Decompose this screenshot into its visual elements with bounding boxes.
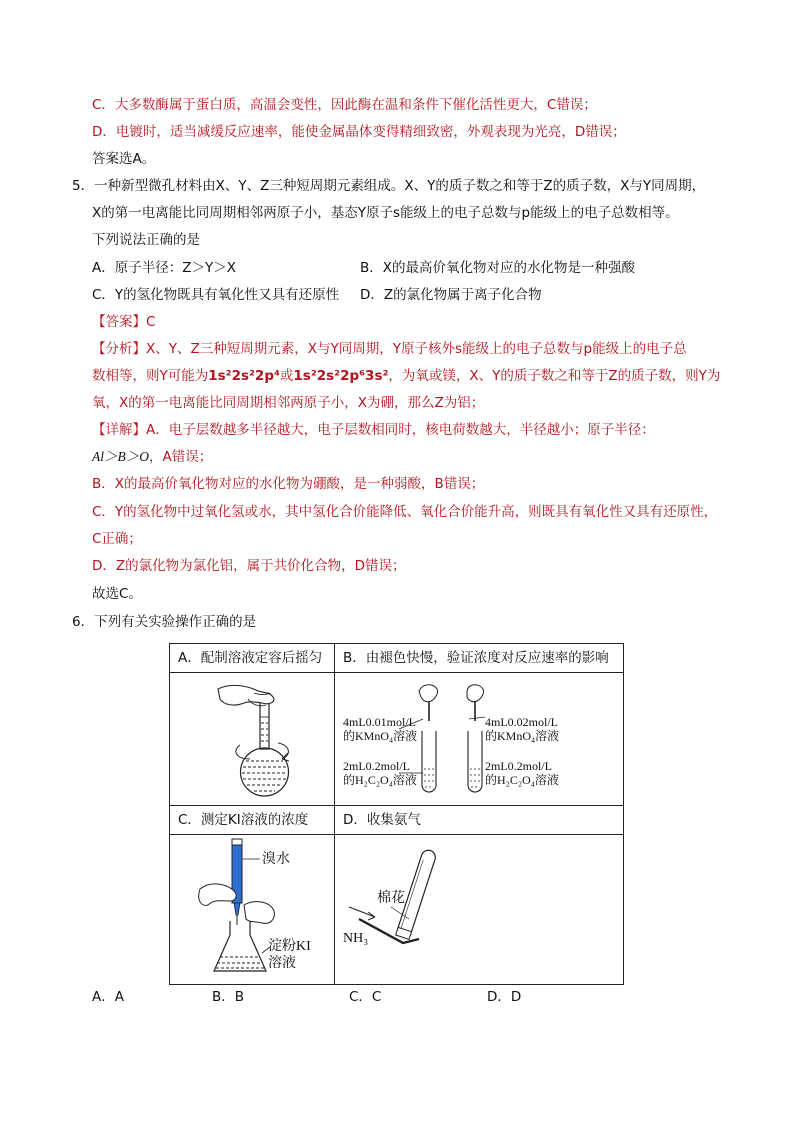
analysis-text-a: 数相等，则Y可能为 bbox=[92, 368, 209, 384]
analysis-text-b: 或 bbox=[279, 368, 294, 384]
electron-config-oxygen: 1s²2s²2p⁴ bbox=[208, 368, 280, 384]
q5-analysis-line-3: 氧，X的第一电离能比同周期相邻两原子小，X为硼，那么Z为铝； bbox=[92, 395, 485, 411]
q5-analysis-line-1: 【分析】X、Y、Z三种短周期元素，X与Y同周期，Y原子核外s能级上的电子总数与p能级上的电子总 bbox=[92, 341, 687, 357]
prev-answer: 答案选A。 bbox=[92, 151, 156, 167]
cotton-label: 棉花 bbox=[377, 891, 405, 906]
figure-c bbox=[170, 835, 335, 985]
volumetric-flask-illustration bbox=[170, 673, 334, 805]
right-kmno4-amount: 4mL0.02mol/L bbox=[485, 715, 558, 729]
figure-b bbox=[335, 673, 624, 806]
right-kmno4-label: 的KMnO₄溶液 bbox=[485, 729, 560, 743]
q5-stem-line-3: 下列说法正确的是 bbox=[92, 232, 200, 248]
left-oxalic-amount: 2mL0.2mol/L bbox=[343, 759, 410, 773]
left-kmno4-amount: 4mL0.01mol/L bbox=[343, 715, 416, 729]
q5-detail-b: B．X的最高价氧化物对应的水化物为硼酸，是一种弱酸，B错误； bbox=[92, 476, 485, 492]
q5-stem-line-2: X的第一电离能比同周期相邻两原子小，基态Y原子s能级上的电子总数与p能级上的电子总数相等。 bbox=[92, 205, 679, 221]
detail-a-result: ，A错误； bbox=[149, 449, 213, 465]
q6-stem: 6．下列有关实验操作正确的是 bbox=[72, 614, 257, 630]
q5-option-d: D．Z的氯化物属于离子化合物 bbox=[360, 287, 542, 303]
cell-d-caption: D．收集氨气 bbox=[335, 806, 624, 835]
experiment-table bbox=[169, 643, 624, 985]
q5-final: 故选C。 bbox=[92, 586, 142, 602]
q5-analysis-line-2 bbox=[92, 367, 720, 385]
q5-stem-line-1: 5．一种新型微孔材料由X、Y、Z三种短周期元素组成。X、Y的质子数之和等于Z的质子数，X与Y同周期， bbox=[72, 178, 706, 194]
q5-option-c: C．Y的氢化物既具有氧化性又具有还原性 bbox=[92, 287, 340, 303]
prev-option-c: C．大多数酶属于蛋白质，高温会变性，因此酶在温和条件下催化活性更大，C错误； bbox=[92, 97, 597, 113]
radius-formula: Al＞B＞O bbox=[92, 449, 149, 464]
ammonia-collection-illustration bbox=[335, 835, 623, 984]
starch-ki-solution-label: 溶液 bbox=[268, 956, 296, 971]
q5-option-b: B．X的最高价氧化物对应的水化物是一种强酸 bbox=[360, 260, 636, 276]
q5-detail-c-line-2: C正确； bbox=[92, 531, 142, 547]
q5-detail-line-2 bbox=[92, 448, 212, 466]
q6-choice-a: A．A bbox=[92, 989, 124, 1005]
left-kmno4-label: 的KMnO₄溶液 bbox=[343, 729, 418, 743]
q5-detail-c-line-1: C．Y的氢化物中过氧化氢或水，其中氢化合价能降低、氧化合价能升高，则既具有氧化性又具有还原性， bbox=[92, 504, 718, 520]
left-oxalic-label: 的H₂C₂O₄溶液 bbox=[343, 773, 417, 787]
bromine-water-label: 溴水 bbox=[262, 852, 290, 867]
q5-option-a: A．原子半径：Z＞Y＞X bbox=[92, 260, 236, 276]
q5-detail-line-1: 【详解】A．电子层数越多半径越大，电子层数相同时，核电荷数越大，半径越小；原子半径： bbox=[92, 422, 655, 438]
ammonia-label: NH₃ bbox=[343, 931, 369, 946]
q5-detail-d: D．Z的氯化物为氯化铝，属于共价化合物，D错误； bbox=[92, 558, 406, 574]
electron-config-magnesium: 1s²2s²2p⁶3s² bbox=[293, 368, 389, 384]
cell-b-caption: B．由褪色快慢，验证浓度对反应速率的影响 bbox=[335, 644, 624, 673]
analysis-text-c: ，为氧或镁，X、Y的质子数之和等于Z的质子数，则Y为 bbox=[388, 368, 721, 384]
right-oxalic-label: 的H₂C₂O₄溶液 bbox=[485, 773, 559, 787]
figure-d bbox=[335, 835, 624, 985]
right-oxalic-amount: 2mL0.2mol/L bbox=[485, 759, 552, 773]
cell-a-caption: A．配制溶液定容后摇匀 bbox=[170, 644, 335, 673]
q6-choice-c: C．C bbox=[349, 989, 382, 1005]
titration-illustration bbox=[170, 835, 334, 984]
q5-answer: 【答案】C bbox=[92, 314, 156, 330]
starch-ki-label: 淀粉KI bbox=[268, 939, 311, 954]
q6-choice-b: B．B bbox=[212, 989, 245, 1005]
q6-choice-d: D．D bbox=[487, 989, 522, 1005]
prev-option-d: D．电镀时，适当减缓反应速率，能使金属晶体变得精细致密，外观表现为光亮，D错误； bbox=[92, 124, 626, 140]
cell-c-caption: C．测定KI溶液的浓度 bbox=[170, 806, 335, 835]
figure-a bbox=[170, 673, 335, 806]
